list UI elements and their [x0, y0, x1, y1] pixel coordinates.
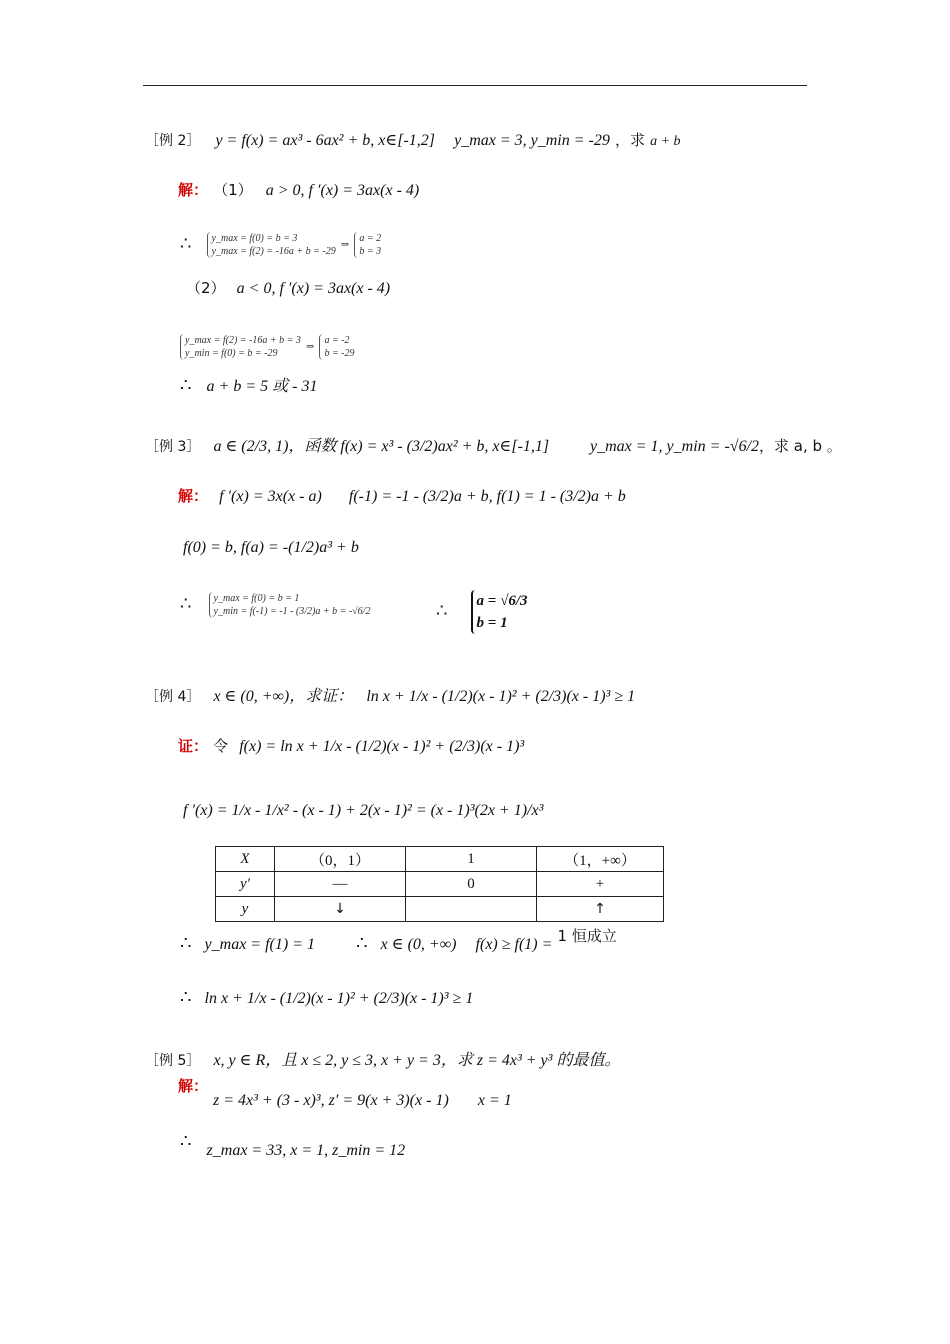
eq-line: a = -2 — [324, 335, 350, 346]
ex3-system-eqs — [209, 592, 371, 618]
ex2-condition: y_max = 3, y_min = -29 — [454, 132, 610, 149]
ex3-function: a ∈ (2/3, 1)，函数 f(x) = x³ - (3/2)ax² + b, x∈[-1,1] — [213, 438, 550, 455]
ex4-always-holds: 1 恒成立 — [557, 927, 617, 945]
eq-line: b = 3 — [359, 246, 382, 257]
table-row — [216, 847, 664, 872]
therefore-symbol: ∴ — [356, 933, 368, 954]
ex2-answer: a + b = 5 或 - 31 — [206, 378, 318, 395]
ex4-domain-restate: x ∈ (0, +∞) — [380, 936, 457, 953]
ex3-derivative: f ′(x) = 3x(x - a) — [219, 488, 322, 505]
therefore-symbol: ∴ — [180, 375, 192, 396]
ex4-inequality: ln x + 1/x - (1/2)(x - 1)² + (2/3)(x - 1)³ ≥ 1 — [366, 688, 636, 705]
ex5-solution-label — [178, 1076, 208, 1096]
ex4-minimum: y_max = f(1) = 1 — [204, 936, 315, 953]
case-label: （1） — [213, 181, 253, 199]
table-cell: X — [216, 847, 275, 872]
eq-line: a = 2 — [359, 233, 382, 244]
table-cell: （0，1） — [275, 847, 406, 872]
solution-label: 解： — [178, 1077, 209, 1095]
ex3-solution-line1 — [178, 486, 626, 507]
ex3-endpoint-values: f(-1) = -1 - (3/2)a + b, f(1) = 1 - (3/2)a + b — [348, 488, 626, 505]
ex2-system2 — [180, 334, 355, 360]
ex2-ask: ，求 — [614, 131, 645, 149]
table-row — [216, 872, 664, 897]
ex2-system1 — [180, 232, 381, 258]
ex2-case2 — [186, 278, 390, 299]
eq-line: a = √6/3 — [476, 593, 528, 609]
ex2-system2-eqs — [180, 334, 301, 360]
implies-arrow: ⇒ — [340, 239, 350, 251]
example-tag: ［例 4］ — [145, 689, 201, 705]
eq-line: y_max = f(0) = b = 1 — [213, 593, 300, 604]
ex4-function-def: f(x) = ln x + 1/x - (1/2)(x - 1)² + (2/3)(x - 1)³ — [239, 738, 525, 755]
ex3-condition: y_max = 1, y_min = -√6/2 — [590, 438, 760, 455]
table-cell: 1 — [406, 847, 537, 872]
ex4-conclusion — [180, 927, 617, 955]
ex2-final — [180, 376, 317, 397]
eq-line: y_max = f(0) = b = 3 — [211, 233, 298, 244]
ex4-statement — [145, 686, 635, 707]
eq-line: y_max = f(2) = -16a + b = -29 — [211, 246, 336, 257]
table-row — [216, 897, 664, 922]
eq-line: y_max = f(2) = -16a + b = 3 — [185, 335, 301, 346]
down-arrow-icon: ↓ — [275, 897, 406, 922]
ex2-case1-derivative: a > 0, f ′(x) = 3ax(x - 4) — [265, 182, 420, 199]
ex4-final — [180, 988, 473, 1009]
ex3-condition-line — [590, 436, 842, 457]
ex5-statement — [145, 1050, 620, 1071]
ex4-final-inequality: ln x + 1/x - (1/2)(x - 1)² + (2/3)(x - 1)³ ≥ 1 — [204, 990, 474, 1007]
table-cell: y′ — [216, 872, 275, 897]
table-cell: （1，+∞） — [537, 847, 664, 872]
solution-label: 解： — [178, 487, 209, 505]
ex3-system — [180, 592, 370, 618]
therefore-symbol: ∴ — [436, 600, 448, 622]
ex4-derivative — [183, 800, 543, 821]
table-cell — [406, 897, 537, 922]
ex5-answer: z_max = 33, x = 1, z_min = 12 — [206, 1142, 406, 1159]
example-tag: ［例 5］ — [145, 1053, 201, 1069]
header-rule — [143, 85, 807, 86]
table-cell: 0 — [406, 872, 537, 897]
eq-line: b = 1 — [476, 615, 508, 631]
ex3-solution-line2 — [183, 537, 359, 558]
eq-line: y_min = f(0) = b = -29 — [185, 348, 278, 359]
ex2-statement — [145, 130, 681, 152]
therefore-symbol: ∴ — [180, 1131, 192, 1152]
ex5-derivative: z = 4x³ + (3 - x)³, z′ = 9(x + 3)(x - 1) — [213, 1092, 449, 1109]
let-word: 令 — [213, 737, 229, 755]
ex2-case2-derivative: a < 0, f ′(x) = 3ax(x - 4) — [236, 280, 391, 297]
example-tag: ［例 3］ — [145, 439, 201, 455]
table-cell: y — [216, 897, 275, 922]
variation-table — [215, 846, 664, 922]
ex4-bound: f(x) ≥ f(1) = — [475, 936, 553, 953]
ex3-ask: ，求 a, b 。 — [759, 437, 842, 455]
eq-line: b = -29 — [324, 348, 355, 359]
ex5-solution — [213, 1090, 512, 1111]
ex2-system1-eqs — [207, 232, 336, 258]
solution-label: 解： — [178, 181, 209, 199]
ex2-system2-result — [319, 334, 354, 360]
ex5-final — [180, 1131, 406, 1159]
proof-label: 证： — [178, 737, 209, 755]
ex5-problem: x, y ∈ R，且 x ≤ 2, y ≤ 3, x + y = 3，求 z = 4x³ + y³ 的最值。 — [213, 1052, 621, 1069]
ex4-domain: x ∈ (0, +∞)，求证： — [213, 688, 354, 705]
table-cell: + — [537, 872, 664, 897]
case-label: （2） — [186, 279, 226, 297]
therefore-symbol: ∴ — [180, 933, 192, 954]
ex2-function: y = f(x) = ax³ - 6ax² + b, x∈[-1,2] — [215, 132, 435, 149]
ex3-statement — [145, 436, 549, 457]
ex5-critical-point: x = 1 — [477, 1092, 512, 1109]
ex3-critical-values: f(0) = b, f(a) = -(1/2)a³ + b — [183, 539, 359, 556]
ex3-result-values — [471, 590, 528, 634]
table-cell: — — [275, 872, 406, 897]
example-tag: ［例 2］ — [145, 133, 201, 149]
therefore-symbol: ∴ — [180, 593, 192, 615]
therefore-symbol: ∴ — [180, 233, 192, 255]
ex4-proof-def — [178, 736, 524, 757]
implies-arrow: ⇒ — [305, 341, 315, 353]
ex4-derivative-expr: f ′(x) = 1/x - 1/x² - (x - 1) + 2(x - 1)² = (x - 1)³(2x + 1)/x³ — [183, 802, 544, 819]
therefore-symbol: ∴ — [180, 987, 192, 1008]
ex3-result — [436, 590, 528, 634]
eq-line: y_min = f(-1) = -1 - (3/2)a + b = -√6/2 — [213, 606, 371, 617]
ex2-case1 — [178, 180, 419, 201]
ex2-target: a + b — [650, 134, 681, 149]
ex2-system1-result — [354, 232, 381, 258]
up-arrow-icon: ↑ — [537, 897, 664, 922]
